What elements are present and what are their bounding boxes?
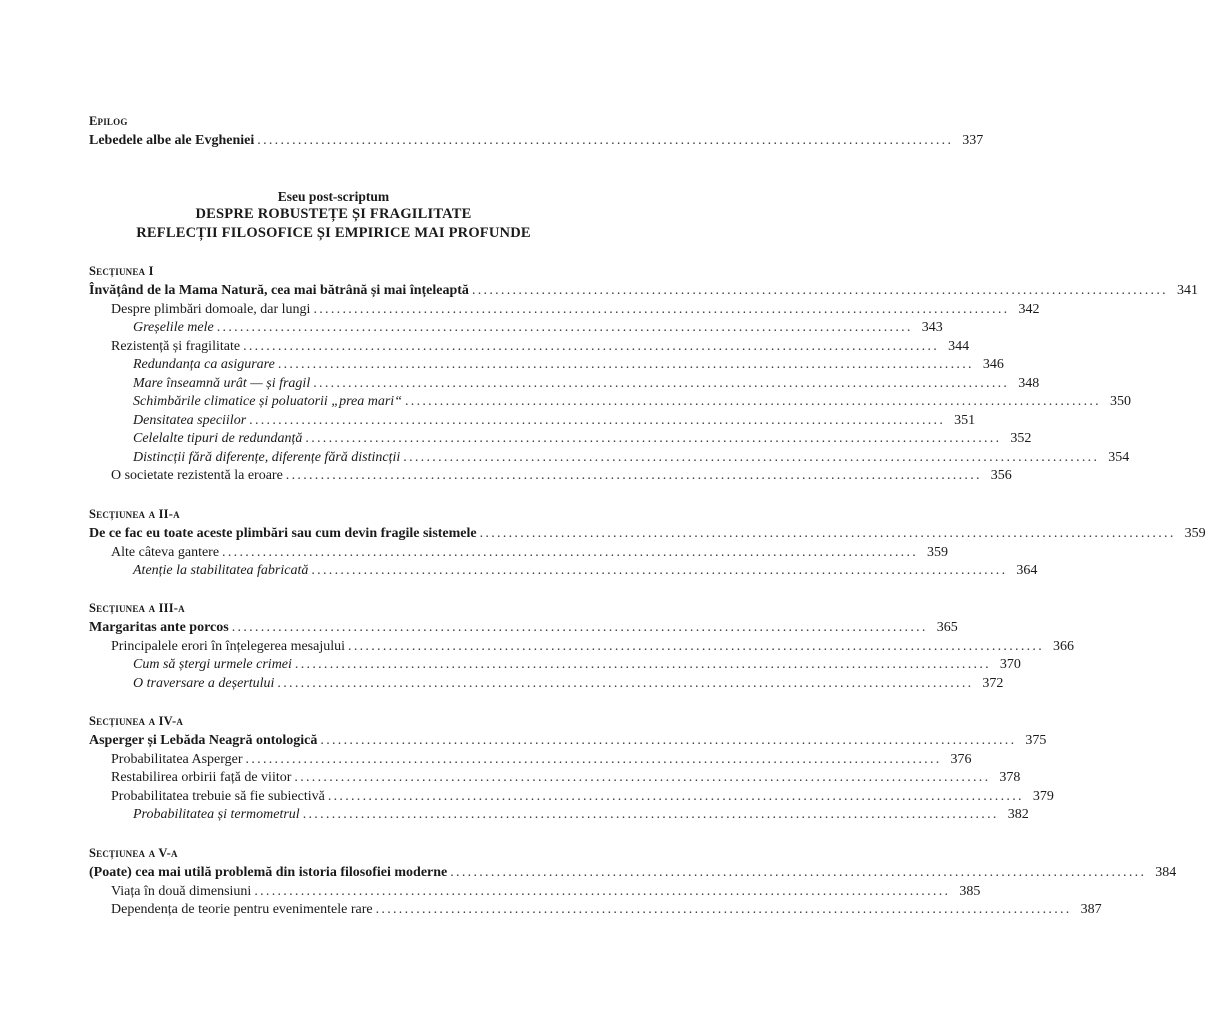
entry-page: 364	[1016, 563, 1038, 578]
dot-leader: ........................................................................................................................	[313, 376, 1010, 391]
toc-entry	[133, 655, 1021, 674]
dot-leader: ........................................................................................................................	[450, 865, 1147, 880]
entry-title: Alte câteva gantere	[111, 545, 220, 560]
section-heading: Secțiunea a IV-a	[89, 714, 184, 728]
section-heading: Secțiunea a II-a	[89, 507, 180, 521]
dot-leader: ........................................................................................................................	[327, 789, 1024, 804]
toc-entry	[89, 731, 1047, 750]
section-heading: Secțiunea I	[89, 264, 154, 278]
dot-leader: ........................................................................................................................	[404, 394, 1101, 409]
entry-page: 342	[1018, 302, 1040, 317]
toc-entry	[133, 448, 1130, 467]
dot-leader: ........................................................................................................................	[471, 283, 1168, 298]
dot-leader: ........................................................................................................................	[294, 657, 991, 672]
toc-entry	[111, 787, 1054, 806]
toc-entry	[89, 131, 984, 150]
entry-page: 348	[1018, 376, 1040, 391]
entry-page: 341	[1176, 283, 1198, 298]
toc-entry	[111, 750, 972, 769]
toc-entry	[89, 863, 1177, 882]
entry-title: Învățând de la Mama Natură, cea mai bătrână și mai înțeleaptă	[89, 283, 469, 298]
dot-leader: ........................................................................................................................	[243, 339, 940, 354]
toc-entry	[111, 900, 1102, 919]
entry-title: Distincții fără diferențe, diferențe fără distincții	[133, 450, 401, 465]
dot-leader: ........................................................................................................................	[479, 526, 1176, 541]
dot-leader: ........................................................................................................................	[254, 884, 951, 899]
section-heading: Secțiunea a V-a	[89, 846, 178, 860]
entry-page: 366	[1053, 639, 1075, 654]
essay-title-line1: DESPRE ROBUSTEȚE ȘI FRAGILITATE	[195, 206, 472, 222]
entry-page: 379	[1032, 789, 1054, 804]
dot-leader: ........................................................................................................................	[348, 639, 1045, 654]
dot-leader: ........................................................................................................................	[302, 807, 999, 822]
entry-title: Atenție la stabilitatea fabricată	[133, 563, 309, 578]
essay-label: Eseu post-scriptum	[277, 189, 390, 204]
entry-page: 359	[927, 545, 949, 560]
dot-leader: ........................................................................................................................	[403, 450, 1100, 465]
entry-page: 385	[959, 884, 981, 899]
dot-leader: ........................................................................................................................	[277, 357, 974, 372]
dot-leader: ........................................................................................................................	[375, 902, 1072, 917]
entry-page: 354	[1108, 450, 1130, 465]
entry-title: Cum să ștergi urmele crimei	[133, 657, 292, 672]
dot-leader: ........................................................................................................................	[222, 545, 919, 560]
toc-entry	[133, 674, 1004, 693]
epilog-heading: Epilog	[89, 114, 128, 128]
dot-leader: ........................................................................................................................	[231, 620, 928, 635]
toc-entry	[133, 429, 1032, 448]
toc-entry	[133, 318, 943, 337]
entry-title: Probabilitatea trebuie să fie subiectivă	[111, 789, 325, 804]
dot-leader: ........................................................................................................................	[216, 320, 913, 335]
entry-page: 376	[950, 752, 972, 767]
toc-entry	[133, 411, 976, 430]
entry-page: 378	[999, 770, 1021, 785]
toc-entry	[111, 466, 1012, 485]
entry-page: 384	[1155, 865, 1177, 880]
entry-page: 352	[1010, 431, 1032, 446]
toc-entry	[111, 300, 1040, 319]
dot-leader: ........................................................................................................................	[313, 302, 1010, 317]
toc-entry	[133, 561, 1038, 580]
essay-title-line2: REFLECȚII FILOSOFICE ȘI EMPIRICE MAI PROFUNDE	[136, 225, 531, 241]
entry-page: 365	[936, 620, 958, 635]
entry-title: Principalele erori în înțelegerea mesajului	[111, 639, 346, 654]
entry-title: O traversare a deșertului	[133, 676, 275, 691]
entry-page: 337	[962, 133, 984, 148]
entry-title: Densitatea speciilor	[133, 413, 247, 428]
toc-entry	[89, 524, 1206, 543]
dot-leader: ........................................................................................................................	[320, 733, 1017, 748]
entry-title: Restabilirea orbirii față de viitor	[111, 770, 292, 785]
entry-page: 372	[982, 676, 1004, 691]
entry-title: Dependența de teorie pentru evenimentele rare	[111, 902, 373, 917]
dot-leader: ........................................................................................................................	[245, 752, 942, 767]
dot-leader: ........................................................................................................................	[294, 770, 991, 785]
dot-leader: ........................................................................................................................	[311, 563, 1008, 578]
entry-page: 359	[1184, 526, 1206, 541]
entry-title: Redundanța ca asigurare	[133, 357, 275, 372]
entry-page: 344	[948, 339, 970, 354]
entry-title: Probabilitatea Asperger	[111, 752, 243, 767]
toc-entry	[133, 374, 1040, 393]
entry-page: 343	[921, 320, 943, 335]
toc-entry	[89, 281, 1198, 300]
entry-title: Lebedele albe ale Evgheniei	[89, 133, 255, 148]
entry-title: Viața în două dimensiuni	[111, 884, 252, 899]
entry-title: Probabilitatea și termometrul	[133, 807, 300, 822]
entry-title: (Poate) cea mai utilă problemă din istoria filosofiei moderne	[89, 865, 448, 880]
entry-title: Celelalte tipuri de redundanță	[133, 431, 303, 446]
dot-leader: ........................................................................................................................	[249, 413, 946, 428]
entry-page: 375	[1025, 733, 1047, 748]
entry-title: Mare înseamnă urât — și fragil	[133, 376, 311, 391]
entry-page: 351	[954, 413, 976, 428]
entry-title: Despre plimbări domoale, dar lungi	[111, 302, 311, 317]
entry-page: 370	[999, 657, 1021, 672]
entry-page: 382	[1007, 807, 1029, 822]
dot-leader: ........................................................................................................................	[257, 133, 954, 148]
toc-entry	[133, 805, 1029, 824]
entry-title: Rezistență și fragilitate	[111, 339, 241, 354]
entry-page: 346	[982, 357, 1004, 372]
dot-leader: ........................................................................................................................	[305, 431, 1002, 446]
entry-title: De ce fac eu toate aceste plimbări sau cum devin fragile sistemele	[89, 526, 477, 541]
entry-title: Greșelile mele	[133, 320, 214, 335]
entry-title: Margaritas ante porcos	[89, 620, 229, 635]
entry-page: 350	[1109, 394, 1131, 409]
toc-entry	[111, 337, 970, 356]
entry-title: Schimbările climatice și poluatorii „prea mari“	[133, 394, 402, 409]
toc-entry	[133, 355, 1004, 374]
toc-entry	[111, 882, 981, 901]
entry-page: 356	[990, 468, 1012, 483]
toc-entry	[111, 543, 949, 562]
toc-entry	[89, 618, 958, 637]
section-heading: Secțiunea a III-a	[89, 601, 185, 615]
entry-page: 387	[1080, 902, 1102, 917]
toc-entry	[111, 768, 1021, 787]
entry-title: Asperger și Lebăda Neagră ontologică	[89, 733, 318, 748]
toc-entry	[133, 392, 1131, 411]
dot-leader: ........................................................................................................................	[277, 676, 974, 691]
entry-title: O societate rezistentă la eroare	[111, 468, 283, 483]
dot-leader: ........................................................................................................................	[285, 468, 982, 483]
toc-entry	[111, 637, 1075, 656]
